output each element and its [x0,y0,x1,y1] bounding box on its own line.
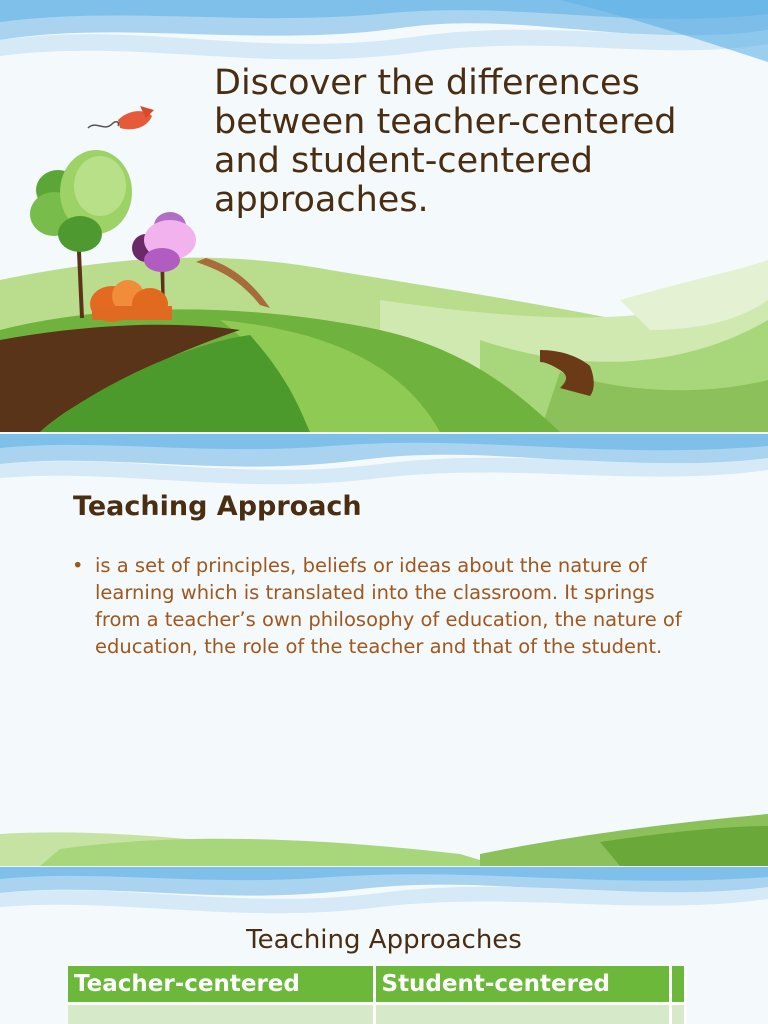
bullet-list [72,552,702,660]
slide-definition [0,434,768,866]
table-cell [670,1004,685,1024]
bullet-item [72,552,702,660]
table-header-teacher-centered: Teacher-centered [68,966,374,1004]
approaches-table [68,966,687,1024]
slide-title-text: Discover the differences between teacher-centered and student-centered approaches. [214,63,677,220]
slide-heading: Teaching Approaches [246,925,522,955]
table-cell [68,1004,374,1024]
bullet-marker: • [72,554,84,577]
table-row [68,1004,685,1024]
table-header-empty [670,966,685,1004]
bullet-text: is a set of principles, beliefs or ideas about the nature of learning which is translated into the classroom. It springs from a teacher’s own philosophy of education, the nature of education, the role of the teacher and that of the student. [95,554,682,658]
slide-heading: Teaching Approach [73,491,362,522]
table-cell [374,1004,670,1024]
table-header-student-centered: Student-centered [374,966,670,1004]
slide-title [0,0,768,432]
slide-approaches [0,867,768,1024]
table-header-row [68,966,685,1004]
